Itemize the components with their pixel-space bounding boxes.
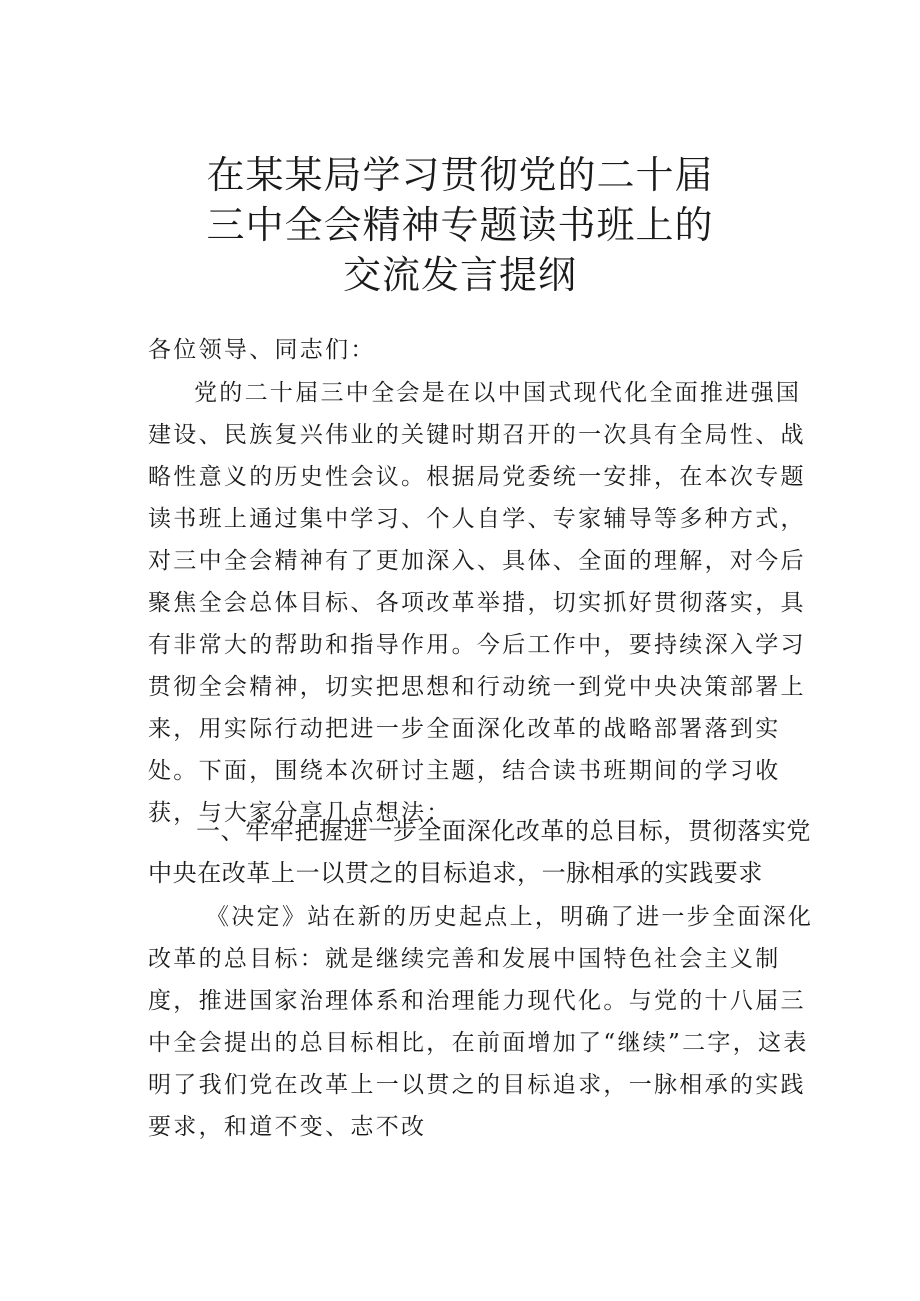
salutation: 各位领导、同志们： [148, 337, 376, 363]
paragraph-section-1: 《决定》站在新的历史起点上，明确了进一步全面深化改革的总目标：就是继续完善和发展中国特色社会主义制度，推进国家治理体系和治理能力现代化。与党的十八届三中全会提出的总目标相比，在前面增加了“继续”二字，这表明了我们党在改革上一以贯之的目标追求，一脉相承的实践要求，和道不变、志不改 [148, 904, 814, 1140]
title-line-1: 在某某局学习贯彻党的二十届 [206, 153, 714, 197]
section-heading-1: 一、牢牢把握进一步全面深化改革的总目标，贯彻落实党中央在改革上一以贯之的目标追求，一脉相承的实践要求 [148, 817, 811, 887]
document-title [0, 150, 920, 300]
title-line-3: 交流发言提纲 [342, 253, 577, 297]
title-line-2: 三中全会精神专题读书班上的 [206, 203, 714, 247]
paragraph-intro: 党的二十届三中全会是在以中国式现代化全面推进强国建设、民族复兴伟业的关键时期召开的一次具有全局性、战略性意义的历史性会议。根据局党委统一安排，在本次专题读书班上通过集中学习、个人自学、专家辅导等多种方式，对三中全会精神有了更加深入、具体、全面的理解，对今后聚焦全会总体目标、各项改革举措，切实抓好贯彻落实，具有非常大的帮助和指导作用。今后工作中，要持续深入学习贯彻全会精神，切实把思想和行动统一到党中央决策部署上来，用实际行动把进一步全面深化改革的战略部署落到实处。下面，围绕本次研讨主题，结合读书班期间的学习收获，与大家分享几点想法： [148, 380, 806, 826]
